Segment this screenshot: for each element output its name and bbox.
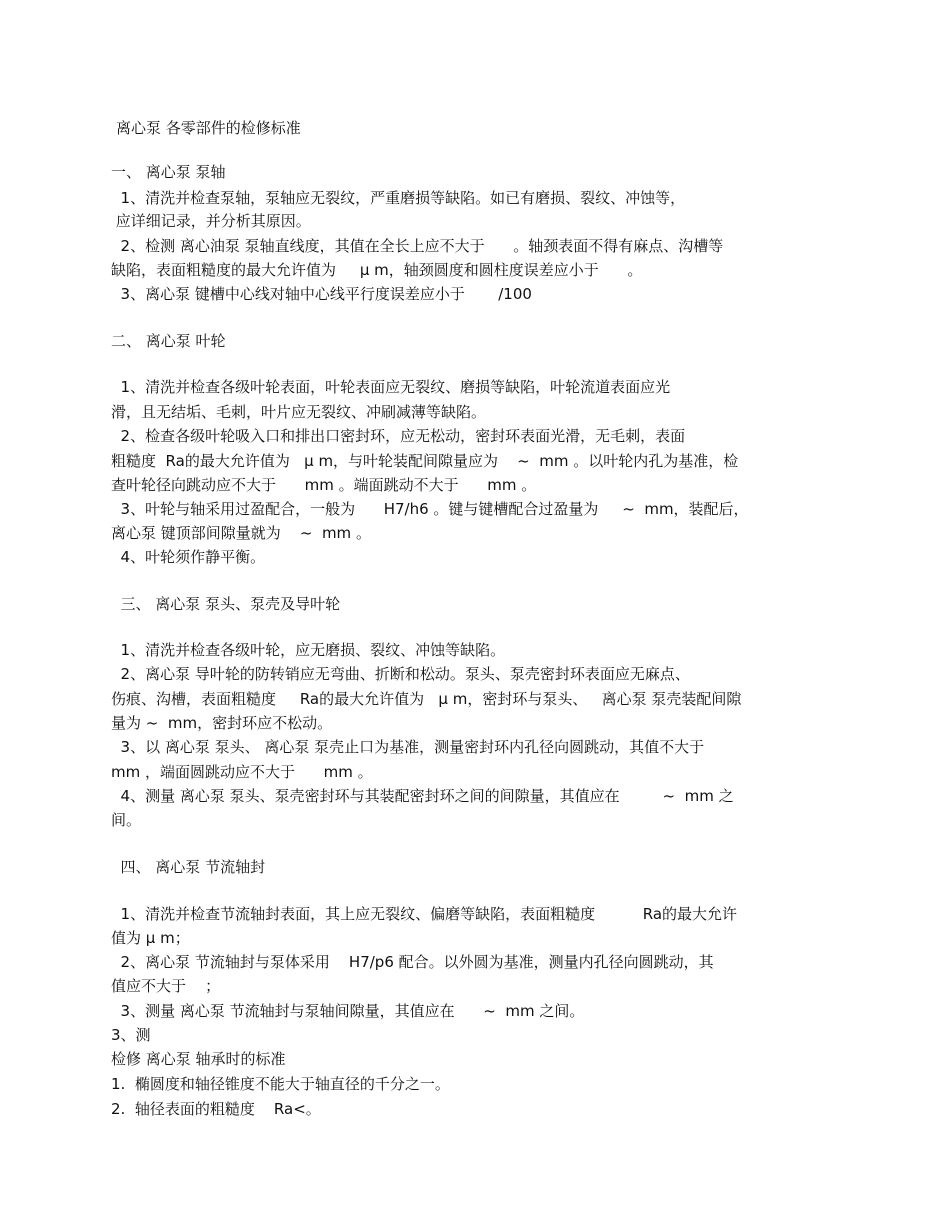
section-4-item-2-line-1: 2、离心泵 节流轴封与泵体采用 H7/p6 配合。以外圆为基准，测量内孔径向圆跳动，其	[111, 953, 714, 971]
section-2-item-3-line-1: 3、叶轮与轴采用过盈配合，一般为 H7/h6 。键与键槽配合过盈量为 ~ mm，装配后，	[111, 500, 749, 518]
section-4-item-1-line-2: 值为 μ m；	[111, 929, 190, 947]
tail-heading: 检修 离心泵 轴承时的标准	[111, 1050, 286, 1068]
section-2-item-2-line-1: 2、检查各级叶轮吸入口和排出口密封环，应无松动，密封环表面光滑，无毛刺，表面	[111, 427, 686, 445]
section-1-item-1-line-1: 1、清洗并检查泵轴，泵轴应无裂纹，严重磨损等缺陷。如已有磨损、裂纹、冲蚀等，	[111, 189, 686, 207]
section-1-item-1-line-2: 应详细记录，并分析其原因。	[111, 212, 311, 230]
section-3-item-4-line-2: 间。	[111, 811, 142, 829]
section-4-item-3: 3、测量 离心泵 节流轴封与泵轴间隙量，其值应在 ~ mm 之间。	[111, 1002, 585, 1020]
section-2-item-1-line-2: 滑，且无结垢、毛刺，叶片应无裂纹、冲刷减薄等缺陷。	[111, 403, 487, 421]
document-title: 离心泵 各零部件的检修标准	[116, 119, 301, 137]
tail-line-1: 3、测	[111, 1026, 151, 1044]
section-1-heading: 一、 离心泵 泵轴	[111, 163, 226, 181]
section-2-item-1-line-1: 1、清洗并检查各级叶轮表面，叶轮表面应无裂纹、磨损等缺陷，叶轮流道表面应光	[111, 378, 671, 396]
section-3-item-2-line-2: 伤痕、沟槽，表面粗糙度 Ra的最大允许值为 μ m，密封环与泵头、 离心泵 泵壳装配间隙	[111, 690, 742, 708]
section-4-item-1-line-1: 1、清洗并检查节流轴封表面，其上应无裂纹、偏磨等缺陷，表面粗糙度 Ra的最大允许	[111, 905, 738, 923]
section-3-item-2-line-1: 2、离心泵 导叶轮的防转销应无弯曲、折断和松动。泵头、泵壳密封环表面应无麻点、	[111, 665, 690, 683]
section-2-item-3-line-2: 离心泵 键顶部间隙量就为 ~ mm 。	[111, 524, 371, 542]
section-3-item-3-line-1: 3、以 离心泵 泵头、 离心泵 泵壳止口为基准，测量密封环内孔径向圆跳动，其值不大于	[111, 738, 705, 756]
section-3-item-2-line-3: 量为 ~ mm，密封环应不松动。	[111, 714, 333, 732]
section-3-heading: 三、 离心泵 泵头、泵壳及导叶轮	[111, 595, 341, 613]
section-1-item-2-line-2: 缺陷，表面粗糙度的最大允许值为 μ m，轴颈圆度和圆柱度误差应小于 。	[111, 261, 643, 279]
section-4-heading: 四、 离心泵 节流轴封	[111, 858, 266, 876]
section-3-item-3-line-2: mm ，端面圆跳动应不大于 mm 。	[111, 763, 373, 781]
section-1-item-2-line-1: 2、检测 离心油泵 泵轴直线度，其值在全长上应不大于 。轴颈表面不得有麻点、沟槽等	[111, 237, 724, 255]
section-2-item-2-line-3: 查叶轮径向跳动应不大于 mm 。端面跳动不大于 mm 。	[111, 476, 537, 494]
section-1-item-3: 3、离心泵 键槽中心线对轴中心线平行度误差应小于 /100	[111, 285, 532, 303]
section-2-item-4: 4、叶轮须作静平衡。	[111, 548, 266, 566]
section-3-item-4-line-1: 4、测量 离心泵 泵头、泵壳密封环与其装配密封环之间的间隙量，其值应在 ~ mm 之	[111, 787, 734, 805]
section-3-item-1: 1、清洗并检查各级叶轮，应无磨损、裂纹、冲蚀等缺陷。	[111, 641, 506, 659]
tail-item-1: 1. 椭圆度和轴径锥度不能大于轴直径的千分之一。	[111, 1075, 450, 1093]
section-2-heading: 二、 离心泵 叶轮	[111, 332, 226, 350]
section-4-item-2-line-2: 值应不大于 ；	[111, 977, 221, 995]
tail-item-2: 2. 轴径表面的粗糙度 Ra<。	[111, 1100, 321, 1118]
section-2-item-2-line-2: 粗糙度 Ra的最大允许值为 μ m，与叶轮装配间隙量应为 ~ mm 。以叶轮内孔为基准，检	[111, 452, 739, 470]
